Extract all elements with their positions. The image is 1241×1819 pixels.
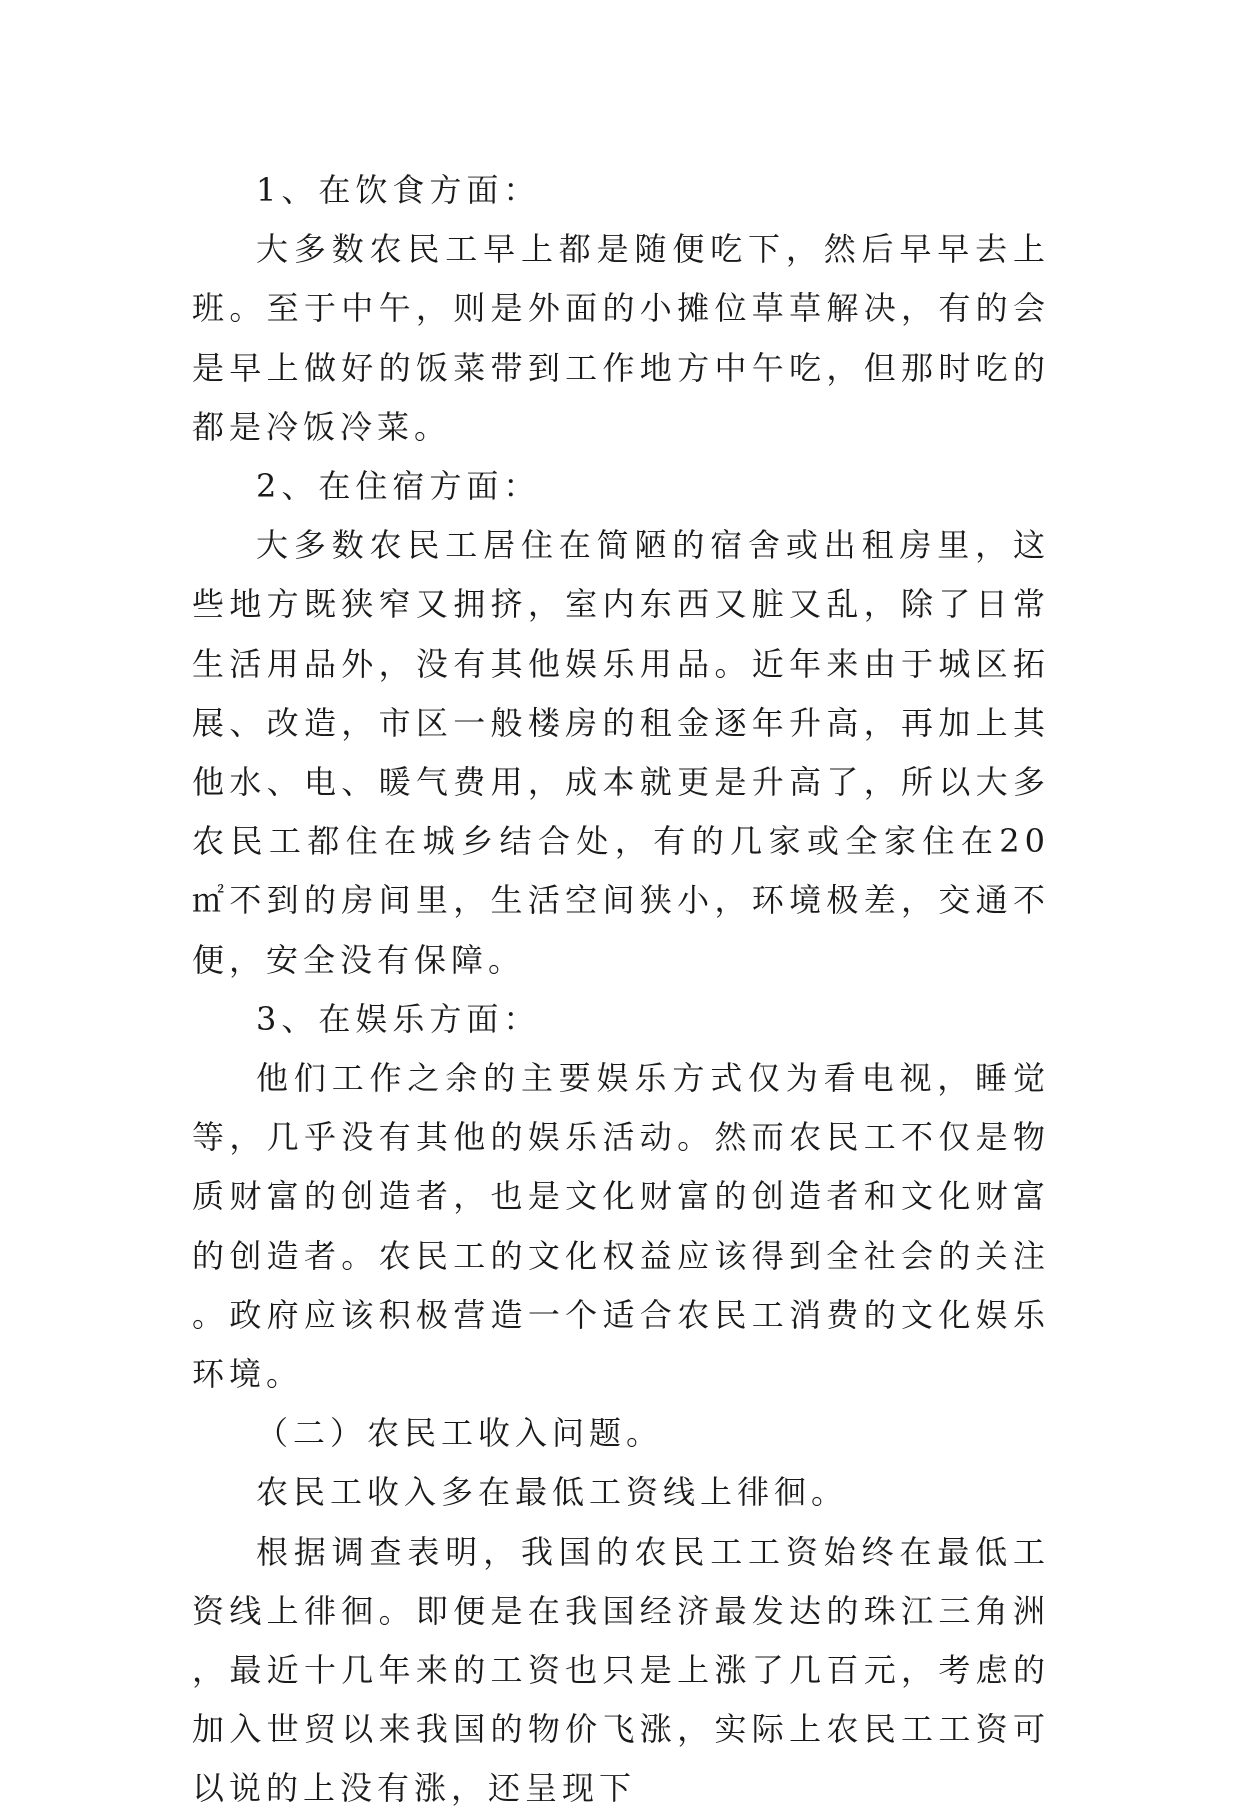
paragraph-diet: 大多数农民工早上都是随便吃下，然后早早去上班。至于中午，则是外面的小摊位草草解决，有的会是早上做好的饭菜带到工作地方中午吃，但那时吃的都是冷饭冷菜。	[192, 230, 1050, 446]
section-heading-entertainment: 3、在娱乐方面：	[256, 999, 541, 1038]
paragraph-income-summary: 农民工收入多在最低工资线上徘徊。	[256, 1473, 849, 1512]
section-heading-income: （二）农民工收入问题。	[256, 1414, 664, 1453]
section-heading-diet: 1、在饮食方面：	[256, 171, 541, 209]
paragraph-income-detail: 根据调查表明，我国的农民工工资始终在最低工资线上徘徊。即便是在我国经济最发达的珠江三角洲，最近十几年来的工资也只是上涨了几百元，考虑的加入世贸以来我国的物价飞涨，实际上农民工工资可以说的上没有涨，还呈现下	[192, 1532, 1050, 1808]
paragraph-housing: 大多数农民工居住在简陋的宿舍或出租房里，这些地方既狭窄又拥挤，室内东西又脏又乱，除了日常生活用品外，没有其他娱乐用品。近年来由于城区拓展、改造，市区一般楼房的租金逐年升高，再加上其他水、电、暖气费用，成本就更是升高了，所以大多农民工都住在城乡结合处，有的几家或全家住在20㎡不到的房间里，生活空间狭小，环境极差，交通不便，安全没有保障。	[192, 526, 1050, 979]
section-heading-housing: 2、在住宿方面：	[256, 467, 541, 506]
paragraph-entertainment: 他们工作之余的主要娱乐方式仅为看电视，睡觉等，几乎没有其他的娱乐活动。然而农民工不仅是物质财富的创造者，也是文化财富的创造者和文化财富的创造者。农民工的文化权益应该得到全社会的关注。政府应该积极营造一个适合农民工消费的文化娱乐环境。	[192, 1059, 1050, 1394]
document-body	[192, 161, 1050, 1819]
